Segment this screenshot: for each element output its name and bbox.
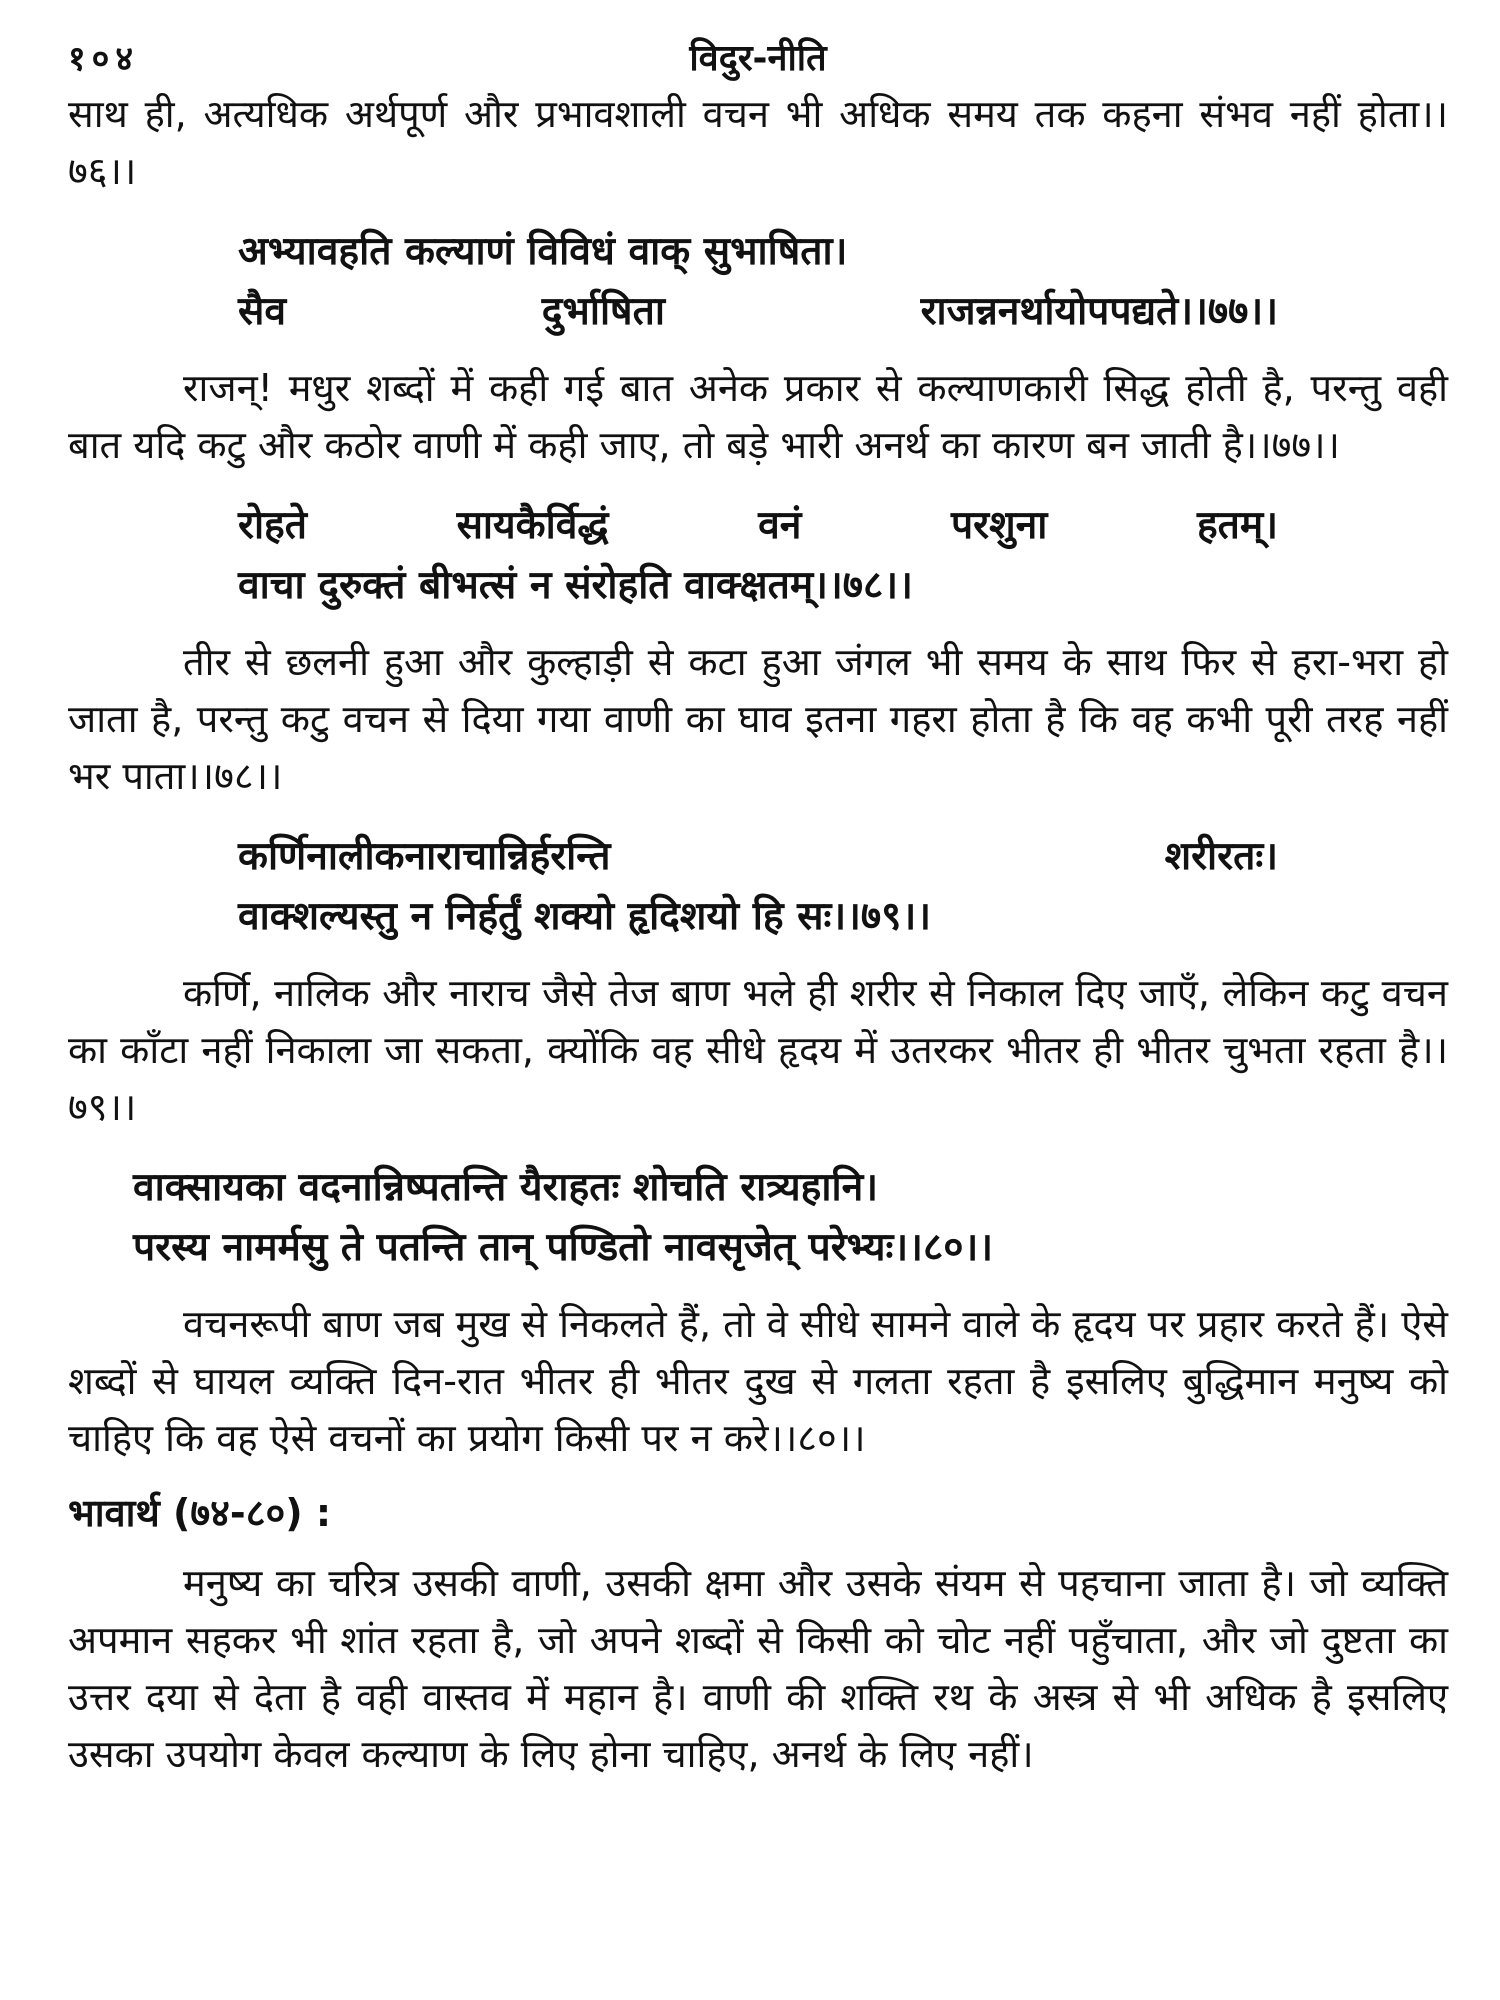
verse-word: सायकैर्विद्धं [456,503,609,548]
verse-77-line-2 [238,282,1278,342]
paragraph-intro: साथ ही, अत्यधिक अर्थपूर्ण और प्रभावशाली वचन भी अधिक समय तक कहना संभव नहीं होता।।७६।। [68,92,1448,193]
verse-80-line-2: परस्य नामर्मसु ते पतन्ति तान् पण्डितो नावसृजेत् परेभ्यः।।८०।। [133,1225,994,1270]
verse-word: शरीरतः। [1164,834,1278,879]
book-page [68,26,1448,1976]
paragraph-77: राजन्! मधुर शब्दों में कही गई बात अनेक प्रकार से कल्याणकारी सिद्ध होती है, परन्तु वही बात यदि कटु और कठोर वाणी में कही जाए, तो बड़े भारी अनर्थ का कारण बन जाती है।।७७।। [68,366,1448,467]
verse-78-line-1 [238,496,1278,556]
paragraph-bhavarth: मनुष्य का चरित्र उसकी वाणी, उसकी क्षमा और उसके संयम से पहचाना जाता है। जो व्यक्ति अपमान सहकर भी शांत रहता है, जो अपने शब्दों से किसी को चोट नहीं पहुँचाता, और जो दुष्टता का उत्तर दया से देता है वही वास्तव में महान है। वाणी की शक्ति रथ के अस्त्र से भी अधिक है इसलिए उसका उपयोग केवल कल्याण के लिए होना चाहिए, अनर्थ के लिए नहीं। [68,1561,1448,1776]
verse-word: दुर्भाषिता [541,289,665,334]
verse-77 [68,222,1448,342]
verse-78-line-2: वाचा दुरुक्तं बीभत्सं न संरोहति वाक्क्षतम्।।७८।। [238,563,913,608]
verse-80 [68,1158,1448,1278]
verse-77-line-1: अभ्यावहति कल्याणं विविधं वाक् सुभाषिता। [238,229,848,274]
verse-word: कर्णिनालीकनाराचान्निर्हरन्ति [238,834,611,879]
page-header [68,26,1448,86]
page-number: १०४ [68,39,140,79]
verse-79 [68,827,1448,947]
verse-word: वनं [758,503,802,548]
running-title: विदुर-नीति [689,38,827,79]
verse-word: रोहते [238,503,307,548]
verse-word: हतम्। [1196,503,1278,548]
bhavarth-heading: भावार्थ (७४-८०) : [68,1491,332,1535]
verse-78 [68,496,1448,616]
verse-word: राजन्ननर्थायोपपद्यते।।७७।। [920,289,1278,334]
verse-79-line-1 [238,827,1278,887]
verse-word: सैव [238,289,287,334]
paragraph-78: तीर से छलनी हुआ और कुल्हाड़ी से कटा हुआ जंगल भी समय के साथ फिर से हरा-भरा हो जाता है, परन्तु कटु वचन से दिया गया वाणी का घाव इतना गहरा होता है कि वह कभी पूरी तरह नहीं भर पाता।।७८।। [68,640,1448,798]
verse-79-line-2: वाक्शल्यस्तु न निर्हर्तुं शक्यो हृदिशयो हि सः।।७९।। [238,894,932,939]
paragraph-79: कर्णि, नालिक और नाराच जैसे तेज बाण भले ही शरीर से निकाल दिए जाएँ, लेकिन कटु वचन का काँटा नहीं निकाला जा सकता, क्योंकि वह सीधे हृदय में उतरकर भीतर ही भीतर चुभता रहता है।।७९।। [68,971,1448,1129]
verse-80-line-1: वाक्सायका वदनान्निष्पतन्ति यैराहतः शोचति रात्र्यहानि। [133,1165,879,1210]
verse-word: परशुना [951,503,1048,548]
paragraph-80: वचनरूपी बाण जब मुख से निकलते हैं, तो वे सीधे सामने वाले के हृदय पर प्रहार करते हैं। ऐसे शब्दों से घायल व्यक्ति दिन-रात भीतर ही भीतर दुख से गलता रहता है इसलिए बुद्धिमान मनुष्य को चाहिए कि वह ऐसे वचनों का प्रयोग किसी पर न करे।।८०।। [68,1302,1448,1460]
